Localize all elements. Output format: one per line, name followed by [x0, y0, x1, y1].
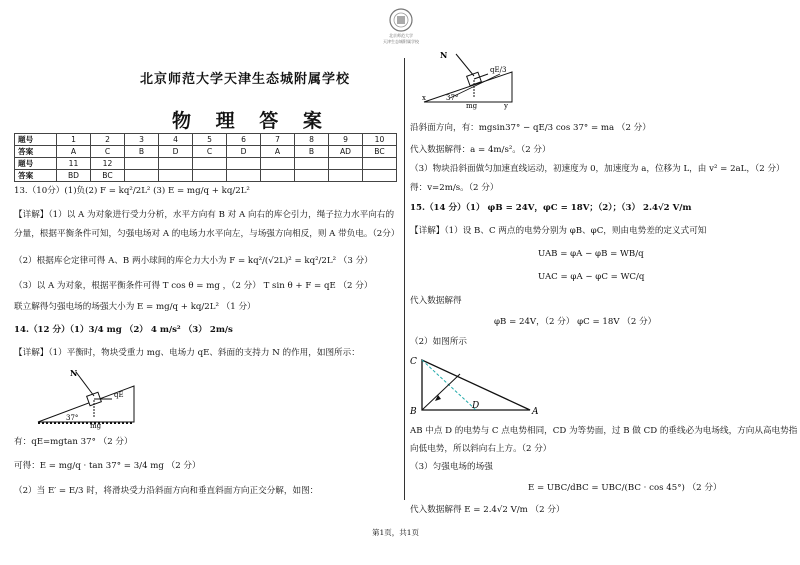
cell: 6 — [227, 134, 261, 146]
cell: BD — [57, 170, 91, 182]
cell — [227, 158, 261, 170]
row-label: 题号 — [15, 158, 57, 170]
cell — [363, 170, 397, 182]
svg-text:qE/3: qE/3 — [490, 66, 507, 74]
q14-detail-3: 可得：E = mg/q · tan 37° = 3/4 mg （2 分） — [14, 461, 201, 471]
q15-detail-1: 【详解】（1）设 B、C 两点的电势分别为 φB、φC，则由电势差的定义式可知 — [410, 226, 707, 236]
cell — [295, 170, 329, 182]
q13-detail-5: 联立解得匀强电场的场强大小为 E = mg/q + kq/2L² （1 分） — [14, 302, 256, 312]
cell: 8 — [295, 134, 329, 146]
svg-text:mg: mg — [90, 422, 102, 430]
q14-detail-7: （3）物块沿斜面做匀加速直线运动，初速度为 0，加速度为 a，位移为 L，由 v² = 2aL，（2 分） — [410, 164, 785, 174]
svg-text:B: B — [410, 407, 417, 417]
page-title: 物 理 答 案 — [172, 110, 331, 132]
page-footer: 第1页，共1页 — [372, 528, 420, 537]
svg-text:mg: mg — [466, 102, 478, 110]
q13-detail-3: （2）根据库仑定律可得 A、B 两小球间的库仑力大小为 F = kq²/(√2L)² = kq²/2L² （3 分） — [14, 256, 373, 266]
cell: 7 — [261, 134, 295, 146]
q13-detail-4: （3）以 A 为对象，根据平衡条件可得 T cos θ = mg ，（2 分） T sin θ + F = qE （2 分） — [14, 281, 373, 291]
row-label: 答案 — [15, 170, 57, 182]
svg-text:D: D — [472, 401, 480, 411]
cell — [159, 170, 193, 182]
cell — [329, 170, 363, 182]
cell: B — [125, 146, 159, 158]
cell — [125, 158, 159, 170]
cell — [193, 158, 227, 170]
q13-answer: 13.（10分）(1)负(2) F = kq²/2L² (3) E = mg/q + kq/2L² — [14, 186, 250, 196]
cell: 2 — [91, 134, 125, 146]
cell — [193, 170, 227, 182]
cell — [261, 170, 295, 182]
school-name: 北京师范大学天津生态城附属学校 — [140, 72, 351, 87]
cell: 4 — [159, 134, 193, 146]
svg-text:A: A — [532, 407, 539, 417]
svg-text:y: y — [504, 102, 508, 110]
cell: 10 — [363, 134, 397, 146]
cell: C — [193, 146, 227, 158]
svg-text:37°: 37° — [66, 414, 79, 422]
school-logo — [380, 6, 422, 46]
q15-detail-7: （3）匀强电场的场强 — [410, 462, 493, 472]
svg-text:37°: 37° — [446, 94, 459, 102]
cell — [363, 158, 397, 170]
cell — [159, 158, 193, 170]
q15-detail-6: 向低电势，所以斜向右上方。（2 分） — [410, 444, 552, 454]
cell: C — [91, 146, 125, 158]
table-row — [15, 170, 397, 182]
svg-text:天津生态城附属学校: 天津生态城附属学校 — [383, 39, 419, 44]
cell: BC — [363, 146, 397, 158]
table-row — [15, 146, 397, 158]
column-divider — [404, 58, 405, 500]
cell — [227, 170, 261, 182]
cell: 5 — [193, 134, 227, 146]
cell: A — [261, 146, 295, 158]
triangle-field-diagram — [408, 352, 544, 418]
q15-detail-5: AB 中点 D 的电势与 C 点电势相同，CD 为等势面，过 B 做 CD 的垂线必为电场线，方向从高电势指 — [410, 426, 798, 436]
equation-uab: UAB = φA − φB = WB/q — [538, 249, 644, 259]
q13-detail-1: 【详解】（1）以 A 为对象进行受力分析，水平方向有 B 对 A 向右的库仑引力，绳子拉力水平向右的 — [14, 210, 395, 220]
svg-text:北京师范大学: 北京师范大学 — [389, 33, 413, 38]
cell: 12 — [91, 158, 125, 170]
q15-answer: 15.（14 分）（1） φB = 24V，φC = 18V；（2）；（3） 2.4√2 V/m — [410, 203, 692, 213]
q14-detail-5: 沿斜面方向，有：mgsin37° − qE/3 cos 37° = ma （2 分） — [410, 123, 651, 133]
q13-detail-2: 分量，根据平衡条件可知，匀强电场对 A 的电场力水平向左，与场强方向相反，则 A 带负电。（2分） — [14, 229, 400, 239]
row-label: 题号 — [15, 134, 57, 146]
q15-detail-2: 代入数据解得 — [410, 296, 462, 306]
cell: 1 — [57, 134, 91, 146]
cell: 3 — [125, 134, 159, 146]
table-row — [15, 134, 397, 146]
svg-text:C: C — [410, 357, 417, 367]
q15-detail-3: φB = 24V，（2 分） φC = 18V （2 分） — [494, 317, 657, 327]
equation-uac: UAC = φA − φC = WC/q — [538, 272, 645, 282]
incline-force-diagram-2 — [420, 44, 520, 110]
cell: A — [57, 146, 91, 158]
cell: 11 — [57, 158, 91, 170]
answer-table — [14, 133, 397, 182]
equation-field: E = UBC/dBC = UBC/(BC · cos 45°) （2 分） — [528, 483, 722, 493]
svg-text:N: N — [440, 50, 448, 60]
cell — [329, 158, 363, 170]
q14-detail-6: 代入数据解得：a = 4m/s²。（2 分） — [410, 145, 551, 155]
row-label: 答案 — [15, 146, 57, 158]
q14-detail-1: 【详解】（1）平衡时，物块受重力 mg、电场力 qE、斜面的支持力 N 的作用，如图所示： — [14, 348, 360, 358]
q14-detail-8: 得：v=2m/s。（2 分） — [410, 183, 499, 193]
cell: AD — [329, 146, 363, 158]
cell: BC — [91, 170, 125, 182]
cell — [261, 158, 295, 170]
svg-text:qE: qE — [114, 391, 124, 399]
cell: 9 — [329, 134, 363, 146]
cell — [295, 158, 329, 170]
cell: D — [227, 146, 261, 158]
cell — [125, 170, 159, 182]
q15-detail-4: （2）如图所示 — [410, 337, 468, 347]
q14-detail-4: （2）当 E′ = E/3 时，将滑块受力沿斜面方向和垂直斜面方向正交分解，如图： — [14, 486, 319, 496]
cell: B — [295, 146, 329, 158]
incline-force-diagram-1 — [30, 366, 140, 430]
svg-text:x: x — [422, 94, 426, 102]
q14-detail-2: 有：qE=mgtan 37° （2 分） — [14, 437, 133, 447]
svg-text:N: N — [70, 368, 78, 378]
table-row — [15, 158, 397, 170]
q15-detail-8: 代入数据解得 E = 2.4√2 V/m （2 分） — [410, 505, 565, 515]
cell: D — [159, 146, 193, 158]
q14-answer: 14.（12 分）（1）3/4 mg （2） 4 m/s² （3） 2m/s — [14, 325, 233, 335]
